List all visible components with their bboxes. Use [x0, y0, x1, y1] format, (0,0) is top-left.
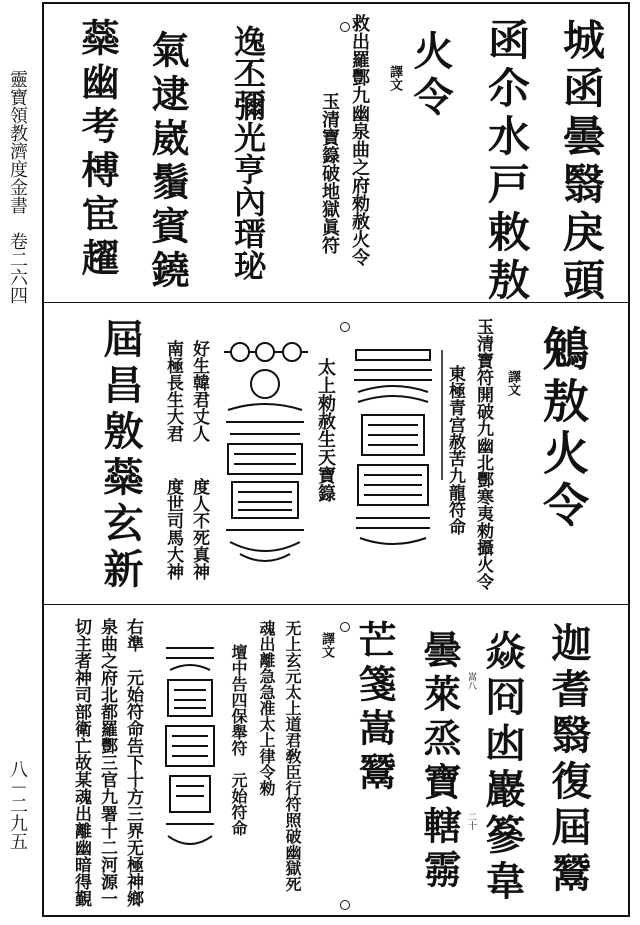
- deity-name: 度人不死真神: [189, 478, 209, 580]
- translation-label: 譯文: [505, 370, 520, 396]
- divider-circle: [340, 900, 350, 910]
- talisman-figure: [348, 340, 438, 550]
- seal-column: 芒箋嵩鬵: [352, 620, 397, 796]
- translation-column: 魂出離急急准太上律令勑: [257, 620, 276, 796]
- talisman-figure: [220, 340, 310, 570]
- talisman-title: 太上勑赦生天寶籙: [315, 358, 336, 502]
- seal-column: 城函曇翳戾頭: [557, 18, 606, 306]
- deity-name: 南極長生大君: [163, 340, 183, 442]
- seal-column: 屆昌敫蘂玄新: [97, 318, 144, 594]
- translation-column: 玉清寶籙破地獄眞符: [319, 92, 340, 254]
- seal-column: 函尒水戸敕敖: [482, 18, 531, 306]
- translation-column: 壇中告四保舉符 元始符命: [229, 644, 248, 836]
- translation-column: 東極青宫赦苦九龍符命: [445, 365, 465, 535]
- talisman-figure: [432, 350, 452, 480]
- small-note: 二十: [466, 812, 476, 830]
- seal-column: 焱冏凼巖篸韋: [479, 630, 526, 906]
- deity-name: 度世司馬大神: [163, 478, 183, 580]
- seal-column: 逸丕彌光亨內瑨珌: [229, 25, 267, 281]
- seal-column: 迦耆翳復屆鬵: [545, 622, 592, 898]
- seal-column: 火令: [407, 30, 454, 122]
- seal-column: 蘂幽考榑宦趯: [75, 18, 120, 282]
- seal-column: 鵵敖火令: [536, 325, 590, 533]
- seal-column: 氣逮崴鬚賓鐃: [145, 30, 190, 294]
- instruction-column: 切主者神司部衛亡故某魂出離幽暗得覲: [71, 618, 91, 907]
- translation-column: 救出羅酆九幽泉曲之府勑赦火令: [349, 14, 370, 266]
- seal-column: 曇萊烝寶轄霛: [417, 630, 462, 894]
- divider-circle: [340, 322, 350, 332]
- translation-column: 玉清寶符開破九幽北酆寒夷勑攝火令: [473, 318, 493, 590]
- section-divider-1: [42, 302, 630, 303]
- translation-label: 譯文: [387, 65, 402, 91]
- margin-page-number: 八－二九五: [7, 760, 28, 850]
- instruction-column: 右準 元始符命告下十方三界无極神鄉: [123, 618, 143, 907]
- section-divider-2: [42, 604, 630, 605]
- small-note: 嵩八: [466, 672, 476, 690]
- deity-name: 好生韓君丈人: [189, 340, 209, 442]
- translation-column: 无上玄元太上道君敎臣行符照破幽獄死: [283, 620, 302, 892]
- margin-title: 靈寶領教濟度金書 卷二六四: [7, 70, 28, 304]
- talisman-figure: [160, 640, 220, 860]
- translation-label: 譯文: [319, 632, 334, 658]
- instruction-column: 泉曲之府北都羅酆三官九署十二河源一: [97, 618, 117, 907]
- divider-circle: [340, 622, 350, 632]
